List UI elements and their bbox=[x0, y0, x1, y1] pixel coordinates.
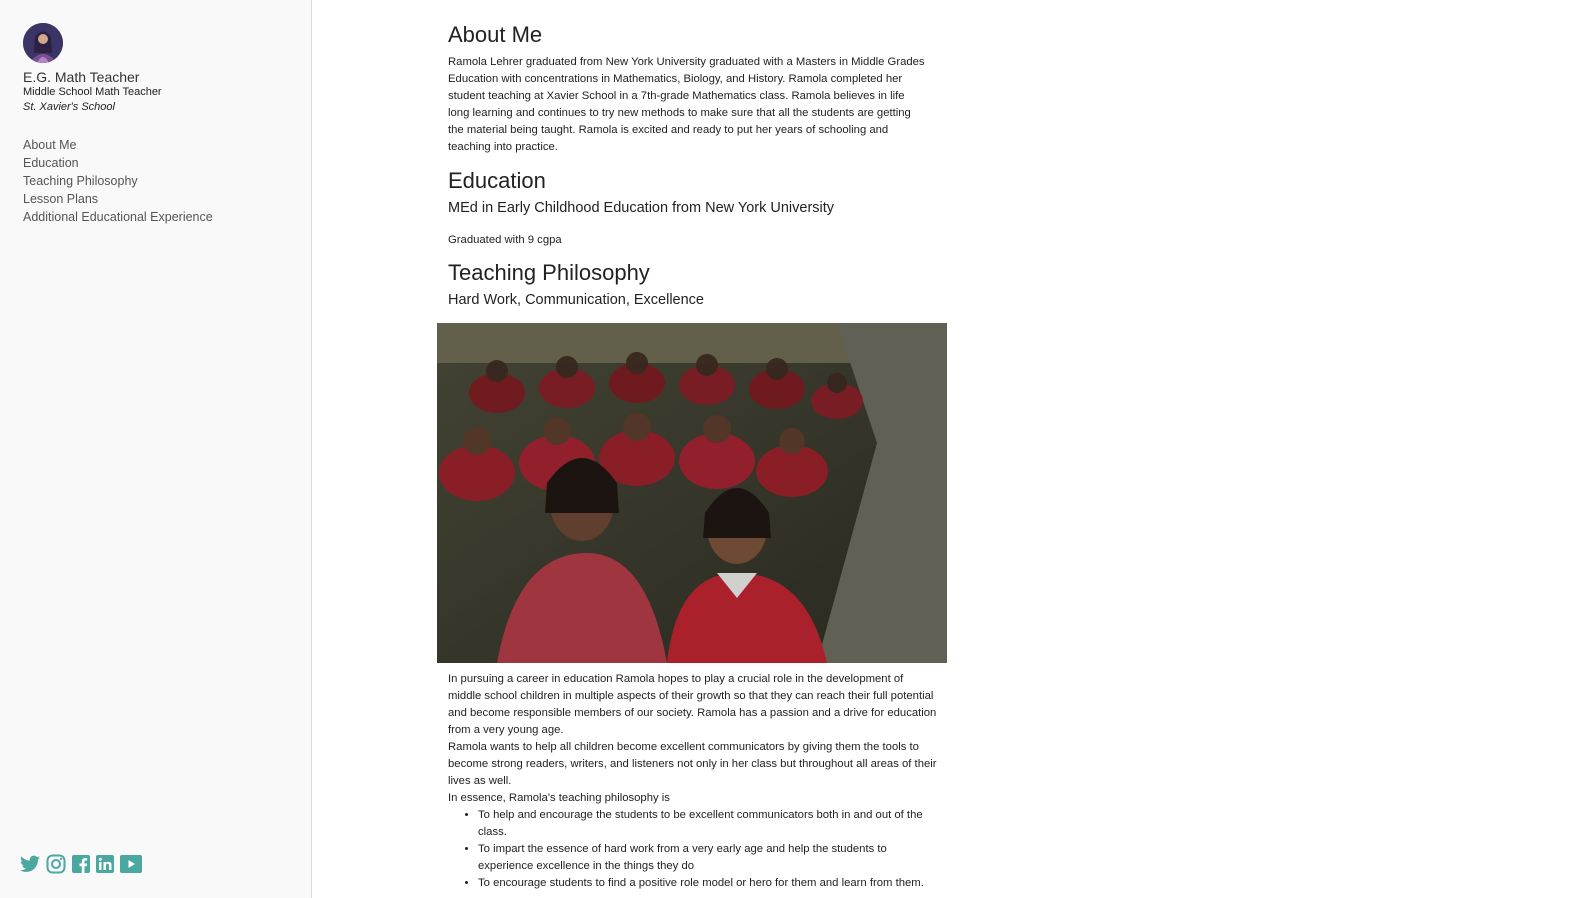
list-item: • To impart the essence of hard work from a very early age and help the students to experience excellence in the things they do bbox=[478, 841, 938, 875]
classroom-photo bbox=[437, 323, 947, 663]
education-detail: Graduated with 9 cgpa bbox=[448, 234, 562, 246]
instagram-icon[interactable] bbox=[46, 854, 66, 874]
social-links bbox=[20, 854, 142, 874]
sidebar bbox=[0, 0, 312, 898]
site-subtitle: Middle School Math Teacher bbox=[23, 86, 162, 98]
sidebar-nav bbox=[23, 136, 213, 226]
about-body: Ramola Lehrer graduated from New York University graduated with a Masters in Middle Grades Education with concentrations in Mathematics, Biology, and History. Ramola completed her student teaching at Xavier School in a 7th-grade Mathematics class. Ramola believes in life long learning and continues to try new methods to make sure that all the students are getting the material being taught. Ramola is excited and ready to put her years of schooling and teaching into practice. bbox=[448, 56, 925, 153]
facebook-icon[interactable] bbox=[72, 855, 90, 873]
philosophy-paragraph-3: In essence, Ramola's teaching philosophy is bbox=[448, 792, 670, 804]
linkedin-icon[interactable] bbox=[96, 855, 114, 873]
philosophy-tagline: Hard Work, Communication, Excellence bbox=[448, 292, 704, 308]
site-title[interactable]: E.G. Math Teacher bbox=[23, 69, 140, 85]
youtube-icon[interactable] bbox=[120, 855, 142, 873]
nav-item-lesson-plans[interactable]: Lesson Plans bbox=[23, 192, 99, 206]
philosophy-heading: Teaching Philosophy bbox=[448, 260, 650, 285]
nav-item-teaching-philosophy[interactable]: Teaching Philosophy bbox=[23, 174, 138, 188]
philosophy-paragraph-1: In pursuing a career in education Ramola hopes to play a crucial role in the development of middle school children in multiple aspects of their growth so that they can reach their full potential and become responsible members of our society. Ramola has a passion and a drive for education from a very young age. bbox=[448, 673, 937, 736]
education-degree: MEd in Early Childhood Education from New York University bbox=[448, 200, 835, 216]
philosophy-bullets bbox=[448, 807, 938, 892]
avatar[interactable] bbox=[23, 23, 63, 63]
list-item: • To help and encourage the students to be excellent communicators both in and out of the class. bbox=[478, 807, 938, 841]
philosophy-paragraph-2: Ramola wants to help all children become excellent communicators by giving them the tools to become strong readers, writers, and listeners not only in her class but throughout all areas of their lives as well. bbox=[448, 741, 937, 787]
nav-item-education[interactable]: Education bbox=[23, 156, 79, 170]
nav-item-about-me[interactable]: About Me bbox=[23, 138, 77, 152]
education-heading: Education bbox=[448, 168, 546, 193]
site-school: St. Xavier's School bbox=[23, 101, 115, 113]
nav-item-additional-experience[interactable]: Additional Educational Experience bbox=[23, 210, 213, 224]
list-item: • To encourage students to find a positive role model or hero for them and learn from them. bbox=[478, 875, 938, 892]
about-heading: About Me bbox=[448, 22, 543, 47]
twitter-icon[interactable] bbox=[20, 855, 40, 873]
